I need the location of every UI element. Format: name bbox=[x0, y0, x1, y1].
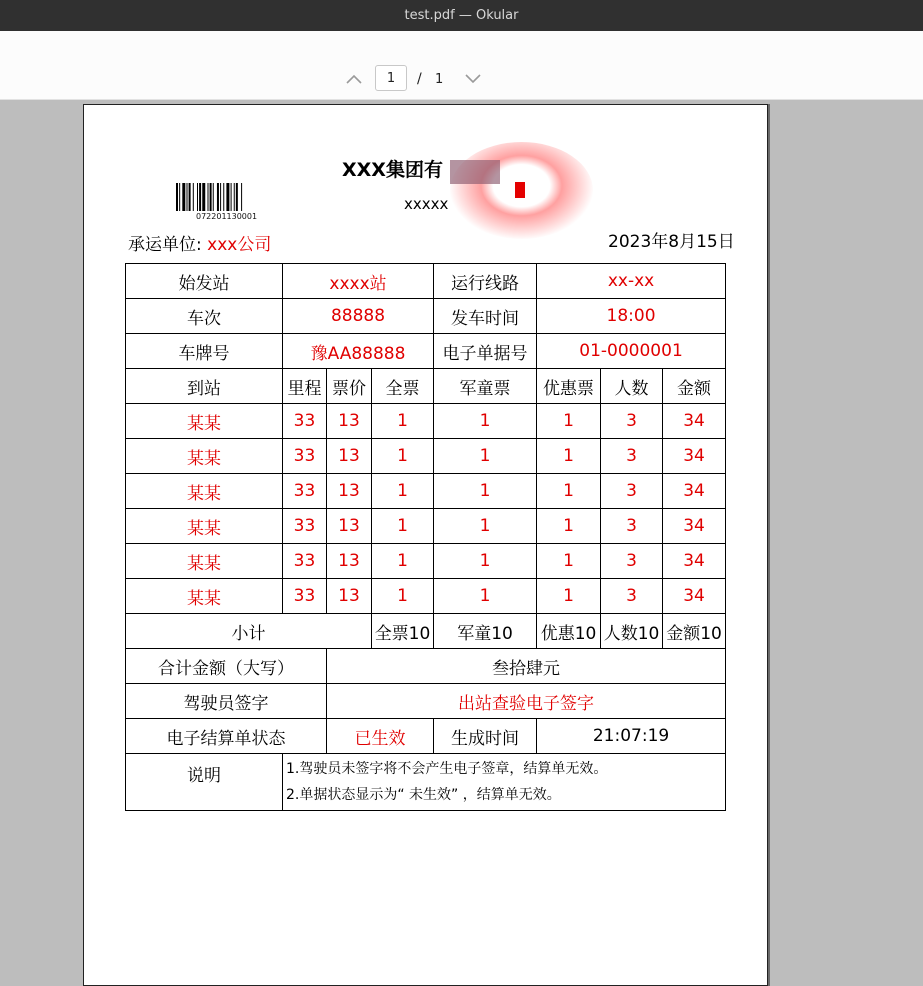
table-cell: 34 bbox=[663, 439, 726, 474]
subtotal-row bbox=[126, 614, 726, 649]
table-cell: 34 bbox=[663, 579, 726, 614]
train-value: 88888 bbox=[283, 299, 434, 334]
table-cell: 3 bbox=[601, 509, 663, 544]
subtotal-amount: 金额10 bbox=[663, 614, 726, 649]
table-cell: 13 bbox=[327, 474, 372, 509]
driver-signature: 出站查验电子签字 bbox=[327, 684, 726, 719]
table-cell: 1 bbox=[537, 404, 601, 439]
window-title: test.pdf — Okular bbox=[404, 8, 519, 23]
column-header-row bbox=[126, 369, 726, 404]
table-cell: 34 bbox=[663, 404, 726, 439]
column-header: 优惠票 bbox=[537, 369, 601, 404]
subtotal-count: 人数10 bbox=[601, 614, 663, 649]
driver-row bbox=[126, 684, 726, 719]
total-value: 叁拾肆元 bbox=[327, 649, 726, 684]
table-cell: 1 bbox=[537, 439, 601, 474]
note-line: 1.驾驶员未签字将不会产生电子签章，结算单无效。 bbox=[286, 761, 608, 777]
subtotal-military: 军童10 bbox=[434, 614, 537, 649]
status-label: 电子结算单状态 bbox=[126, 719, 327, 754]
route-value: xx-xx bbox=[537, 264, 726, 299]
page-navigation-toolbar bbox=[0, 31, 923, 100]
column-header: 里程 bbox=[283, 369, 327, 404]
depart-label: 发车时间 bbox=[434, 299, 537, 334]
table-cell: 3 bbox=[601, 544, 663, 579]
column-header: 军童票 bbox=[434, 369, 537, 404]
train-label: 车次 bbox=[126, 299, 283, 334]
doc-no-value: 01-0000001 bbox=[537, 334, 726, 369]
table-cell: 33 bbox=[283, 509, 327, 544]
table-row bbox=[126, 544, 726, 579]
table-cell: 1 bbox=[434, 509, 537, 544]
generation-time-label: 生成时间 bbox=[434, 719, 537, 754]
table-row bbox=[126, 404, 726, 439]
info-row bbox=[126, 334, 726, 369]
total-label: 合计金额（大写） bbox=[126, 649, 327, 684]
driver-label: 驾驶员签字 bbox=[126, 684, 327, 719]
table-row bbox=[126, 509, 726, 544]
column-header: 到站 bbox=[126, 369, 283, 404]
table-cell: 某某 bbox=[126, 579, 283, 614]
document-title: XXX集团有 bbox=[342, 159, 443, 181]
table-cell: 1 bbox=[372, 404, 434, 439]
settlement-table bbox=[125, 263, 726, 811]
table-cell: 某某 bbox=[126, 404, 283, 439]
note-line: 2.单据状态显示为“ 未生效” ，结算单无效。 bbox=[286, 787, 561, 803]
table-cell: 1 bbox=[372, 544, 434, 579]
table-cell: 1 bbox=[537, 474, 601, 509]
column-header: 人数 bbox=[601, 369, 663, 404]
table-cell: 1 bbox=[372, 509, 434, 544]
barcode-number: 072201130001 bbox=[196, 212, 258, 221]
info-row bbox=[126, 264, 726, 299]
table-row bbox=[126, 474, 726, 509]
total-row bbox=[126, 649, 726, 684]
stamp-center-mark bbox=[515, 182, 525, 198]
table-cell: 13 bbox=[327, 579, 372, 614]
column-header: 全票 bbox=[372, 369, 434, 404]
page-separator: / bbox=[417, 71, 422, 87]
table-cell: 1 bbox=[372, 474, 434, 509]
table-cell: 1 bbox=[537, 544, 601, 579]
table-cell: 13 bbox=[327, 509, 372, 544]
carrier-value: xxx公司 bbox=[207, 235, 272, 255]
notes-cell bbox=[283, 754, 726, 811]
origin-label: 始发站 bbox=[126, 264, 283, 299]
chevron-up-icon bbox=[345, 73, 363, 85]
page-total: 1 bbox=[435, 72, 444, 87]
origin-value: xxxx站 bbox=[283, 264, 434, 299]
plate-label: 车牌号 bbox=[126, 334, 283, 369]
generation-time-value: 21:07:19 bbox=[537, 719, 726, 754]
table-cell: 33 bbox=[283, 474, 327, 509]
table-cell: 3 bbox=[601, 404, 663, 439]
document-date: 2023年8月15日 bbox=[608, 232, 735, 252]
pdf-page bbox=[83, 104, 768, 986]
table-cell: 3 bbox=[601, 439, 663, 474]
table-cell: 某某 bbox=[126, 509, 283, 544]
chevron-down-icon bbox=[464, 73, 482, 85]
table-cell: 13 bbox=[327, 544, 372, 579]
table-cell: 某某 bbox=[126, 439, 283, 474]
subtotal-discount: 优惠10 bbox=[537, 614, 601, 649]
table-row bbox=[126, 439, 726, 474]
table-cell: 34 bbox=[663, 474, 726, 509]
table-cell: 13 bbox=[327, 404, 372, 439]
table-cell: 33 bbox=[283, 544, 327, 579]
status-row bbox=[126, 719, 726, 754]
plate-value: 豫AA88888 bbox=[283, 334, 434, 369]
window-titlebar bbox=[0, 0, 923, 31]
subtotal-full: 全票10 bbox=[372, 614, 434, 649]
table-cell: 3 bbox=[601, 474, 663, 509]
status-value: 已生效 bbox=[327, 719, 434, 754]
table-cell: 33 bbox=[283, 439, 327, 474]
table-cell: 1 bbox=[372, 439, 434, 474]
page-number-input[interactable] bbox=[375, 65, 407, 91]
table-cell: 1 bbox=[434, 439, 537, 474]
table-cell: 1 bbox=[537, 509, 601, 544]
table-cell: 某某 bbox=[126, 474, 283, 509]
table-cell: 1 bbox=[434, 404, 537, 439]
doc-no-label: 电子单据号 bbox=[434, 334, 537, 369]
notes-label: 说明 bbox=[126, 754, 283, 811]
table-cell: 13 bbox=[327, 439, 372, 474]
previous-page-button[interactable] bbox=[342, 67, 366, 91]
table-row bbox=[126, 579, 726, 614]
table-cell: 1 bbox=[434, 474, 537, 509]
table-cell: 1 bbox=[372, 579, 434, 614]
table-cell: 1 bbox=[434, 544, 537, 579]
column-header: 金额 bbox=[663, 369, 726, 404]
table-cell: 某某 bbox=[126, 544, 283, 579]
table-cell: 3 bbox=[601, 579, 663, 614]
barcode-icon bbox=[176, 183, 280, 211]
table-cell: 1 bbox=[537, 579, 601, 614]
notes-row bbox=[126, 754, 726, 811]
redaction-block bbox=[450, 160, 500, 184]
table-cell: 33 bbox=[283, 579, 327, 614]
depart-value: 18:00 bbox=[537, 299, 726, 334]
table-cell: 34 bbox=[663, 544, 726, 579]
carrier-line bbox=[128, 230, 271, 255]
table-cell: 33 bbox=[283, 404, 327, 439]
table-cell: 34 bbox=[663, 509, 726, 544]
route-label: 运行线路 bbox=[434, 264, 537, 299]
carrier-label: 承运单位: bbox=[128, 235, 202, 255]
info-row bbox=[126, 299, 726, 334]
column-header: 票价 bbox=[327, 369, 372, 404]
table-cell: 1 bbox=[434, 579, 537, 614]
document-subtitle: xxxxx bbox=[404, 195, 449, 213]
next-page-button[interactable] bbox=[461, 67, 485, 91]
subtotal-label: 小计 bbox=[126, 614, 372, 649]
